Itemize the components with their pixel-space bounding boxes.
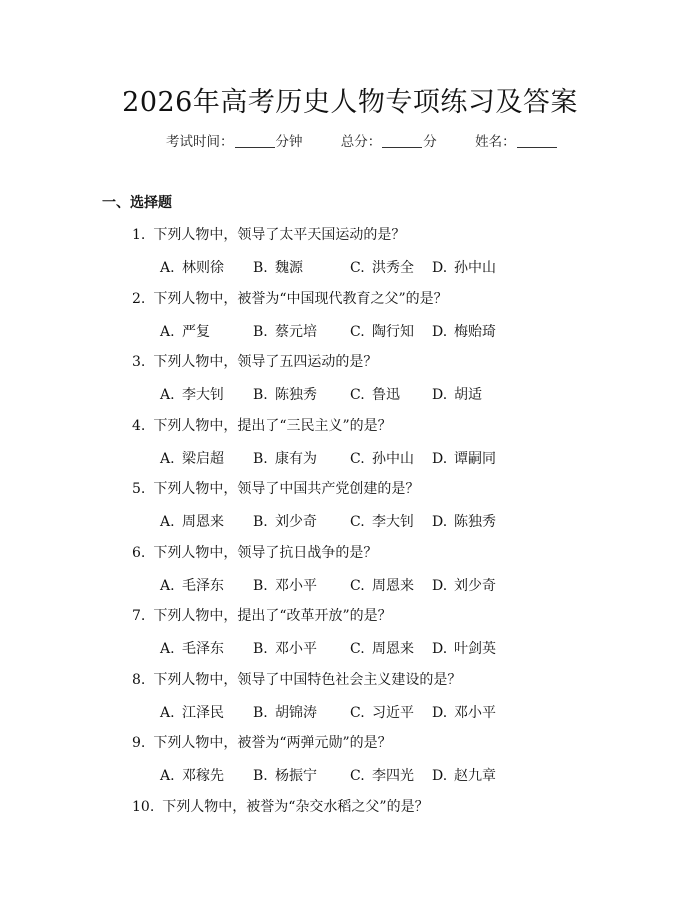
question-text: 下列人物中，被誉为“中国现代教育之父”的是？ bbox=[153, 290, 448, 307]
answer-option[interactable] bbox=[350, 638, 414, 658]
question-stem bbox=[132, 224, 405, 244]
option-text: 梅贻琦 bbox=[454, 323, 496, 340]
option-text: 林则徐 bbox=[182, 260, 224, 276]
answer-option[interactable] bbox=[432, 321, 496, 341]
option-text: 邓小平 bbox=[275, 577, 317, 594]
option-text: 周恩来 bbox=[372, 641, 414, 657]
exam-time-label: 考试时间： bbox=[166, 134, 234, 150]
option-text: 李大钊 bbox=[372, 514, 414, 530]
student-name-label: 姓名： bbox=[475, 134, 516, 150]
question-number: 7. bbox=[132, 608, 146, 624]
option-letter: A. bbox=[160, 577, 175, 594]
option-letter: C. bbox=[350, 704, 365, 721]
option-text: 魏源 bbox=[275, 260, 303, 276]
option-letter: C. bbox=[350, 260, 365, 276]
option-letter: B. bbox=[253, 260, 268, 276]
option-letter: B. bbox=[253, 514, 268, 530]
option-text: 蔡元培 bbox=[275, 323, 317, 340]
question-stem bbox=[132, 415, 392, 435]
option-text: 周恩来 bbox=[372, 577, 414, 594]
option-text: 毛泽东 bbox=[182, 577, 224, 594]
answer-option[interactable] bbox=[253, 765, 317, 785]
question-stem bbox=[132, 732, 392, 752]
option-letter: A. bbox=[160, 450, 175, 467]
answer-option[interactable] bbox=[253, 702, 317, 722]
option-letter: A. bbox=[160, 514, 175, 530]
exam-info-line bbox=[166, 130, 558, 150]
question-text: 下列人物中，领导了中国特色社会主义建设的是？ bbox=[153, 671, 462, 688]
option-letter: B. bbox=[253, 323, 268, 340]
option-letter: D. bbox=[432, 641, 448, 657]
section-heading: 一、选择题 bbox=[102, 195, 172, 211]
question-number: 1. bbox=[132, 227, 146, 243]
answer-option[interactable] bbox=[160, 638, 224, 658]
answer-option[interactable] bbox=[350, 321, 414, 341]
answer-option[interactable] bbox=[160, 257, 224, 277]
option-text: 叶剑英 bbox=[454, 641, 496, 657]
question-stem bbox=[132, 669, 461, 689]
option-letter: C. bbox=[350, 641, 365, 657]
option-letter: C. bbox=[350, 514, 365, 530]
option-text: 邓小平 bbox=[454, 704, 496, 721]
option-letter: A. bbox=[160, 323, 175, 340]
question-number: 3. bbox=[132, 354, 146, 370]
answer-option[interactable] bbox=[350, 575, 414, 595]
question-stem bbox=[132, 542, 377, 562]
answer-option[interactable] bbox=[160, 575, 224, 595]
question-number: 4. bbox=[132, 417, 146, 434]
question-number: 6. bbox=[132, 544, 146, 561]
answer-option[interactable] bbox=[432, 448, 496, 468]
option-letter: B. bbox=[253, 577, 268, 594]
option-text: 孙中山 bbox=[372, 450, 414, 467]
option-letter: C. bbox=[350, 323, 365, 340]
answer-option[interactable] bbox=[350, 765, 414, 785]
option-text: 陈独秀 bbox=[454, 514, 496, 530]
total-score-blank bbox=[382, 135, 422, 148]
option-letter: C. bbox=[350, 450, 365, 467]
option-letter: B. bbox=[253, 768, 268, 784]
question-stem bbox=[132, 605, 392, 625]
option-letter: A. bbox=[160, 260, 175, 276]
student-name-field bbox=[475, 130, 558, 150]
answer-option[interactable] bbox=[432, 257, 496, 277]
option-letter: C. bbox=[350, 387, 365, 403]
option-text: 洪秀全 bbox=[372, 260, 414, 276]
option-letter: B. bbox=[253, 704, 268, 721]
answer-option[interactable] bbox=[253, 321, 317, 341]
answer-option[interactable] bbox=[253, 448, 317, 468]
exam-time-blank bbox=[235, 135, 275, 148]
option-letter: D. bbox=[432, 323, 448, 340]
answer-option[interactable] bbox=[253, 638, 317, 658]
option-text: 陈独秀 bbox=[275, 387, 317, 403]
answer-option[interactable] bbox=[160, 384, 224, 404]
answer-option[interactable] bbox=[350, 702, 414, 722]
option-letter: A. bbox=[160, 704, 175, 721]
option-text: 刘少奇 bbox=[275, 514, 317, 530]
option-letter: D. bbox=[432, 577, 448, 594]
question-stem bbox=[132, 351, 377, 371]
exam-time-unit: 分钟 bbox=[275, 134, 303, 150]
answer-option[interactable] bbox=[432, 384, 482, 404]
option-letter: A. bbox=[160, 768, 175, 784]
option-text: 胡锦涛 bbox=[275, 704, 317, 721]
total-score-unit: 分 bbox=[423, 134, 437, 150]
question-text: 下列人物中，提出了“三民主义”的是？ bbox=[153, 417, 392, 434]
option-letter: D. bbox=[432, 450, 448, 467]
question-text: 下列人物中，领导了抗日战争的是？ bbox=[153, 544, 378, 561]
option-letter: B. bbox=[253, 641, 268, 657]
page-title: 2026年高考历史人物专项练习及答案 bbox=[122, 87, 578, 118]
option-text: 孙中山 bbox=[454, 260, 496, 276]
total-score-field bbox=[341, 130, 437, 150]
question-stem bbox=[132, 478, 419, 498]
option-text: 陶行知 bbox=[372, 323, 414, 340]
option-text: 谭嗣同 bbox=[454, 450, 496, 467]
answer-option[interactable] bbox=[432, 638, 496, 658]
question-number: 5. bbox=[132, 481, 146, 497]
option-text: 鲁迅 bbox=[372, 387, 400, 403]
answer-option[interactable] bbox=[350, 384, 400, 404]
option-letter: D. bbox=[432, 704, 448, 721]
question-number: 8. bbox=[132, 671, 146, 688]
answer-option[interactable] bbox=[160, 321, 210, 341]
answer-option[interactable] bbox=[432, 575, 496, 595]
answer-option[interactable] bbox=[432, 511, 496, 531]
answer-option[interactable] bbox=[160, 511, 224, 531]
answer-option[interactable] bbox=[253, 384, 317, 404]
question-stem bbox=[132, 796, 429, 816]
question-stem bbox=[132, 288, 448, 308]
option-letter: C. bbox=[350, 577, 365, 594]
option-letter: A. bbox=[160, 387, 175, 403]
option-letter: B. bbox=[253, 450, 268, 467]
option-letter: C. bbox=[350, 768, 365, 784]
option-text: 严复 bbox=[182, 323, 210, 340]
answer-option[interactable] bbox=[253, 511, 317, 531]
answer-option[interactable] bbox=[350, 511, 414, 531]
option-text: 邓小平 bbox=[275, 641, 317, 657]
answer-option[interactable] bbox=[160, 702, 224, 722]
option-text: 梁启超 bbox=[182, 450, 224, 467]
option-text: 习近平 bbox=[372, 704, 414, 721]
question-text: 下列人物中，领导了中国共产党创建的是？ bbox=[153, 481, 420, 497]
option-letter: D. bbox=[432, 768, 448, 784]
question-number: 2. bbox=[132, 290, 146, 307]
question-number: 9. bbox=[132, 735, 146, 751]
question-text: 下列人物中，被誉为“杂交水稻之父”的是？ bbox=[162, 798, 429, 815]
answer-option[interactable] bbox=[253, 575, 317, 595]
question-number: 10. bbox=[132, 798, 155, 815]
option-letter: D. bbox=[432, 514, 448, 530]
option-text: 李大钊 bbox=[182, 387, 224, 403]
option-text: 邓稼先 bbox=[182, 768, 224, 784]
option-letter: A. bbox=[160, 641, 175, 657]
option-letter: B. bbox=[253, 387, 268, 403]
option-text: 杨振宁 bbox=[275, 768, 317, 784]
question-text: 下列人物中，领导了五四运动的是？ bbox=[153, 354, 378, 370]
answer-option[interactable] bbox=[432, 702, 496, 722]
option-text: 康有为 bbox=[275, 450, 317, 467]
option-letter: D. bbox=[432, 260, 448, 276]
answer-option[interactable] bbox=[432, 765, 496, 785]
answer-option[interactable] bbox=[160, 448, 224, 468]
question-text: 下列人物中，领导了太平天国运动的是？ bbox=[153, 227, 406, 243]
option-text: 李四光 bbox=[372, 768, 414, 784]
student-name-blank bbox=[517, 135, 557, 148]
answer-option[interactable] bbox=[160, 765, 224, 785]
option-text: 周恩来 bbox=[182, 514, 224, 530]
option-text: 江泽民 bbox=[182, 704, 224, 721]
exam-time-field bbox=[166, 130, 303, 150]
question-text: 下列人物中，被誉为“两弹元勋”的是？ bbox=[153, 735, 392, 751]
option-letter: D. bbox=[432, 387, 448, 403]
option-text: 赵九章 bbox=[454, 768, 496, 784]
answer-option[interactable] bbox=[253, 257, 303, 277]
answer-option[interactable] bbox=[350, 257, 414, 277]
question-text: 下列人物中，提出了“改革开放”的是？ bbox=[153, 608, 392, 624]
option-text: 毛泽东 bbox=[182, 641, 224, 657]
total-score-label: 总分： bbox=[340, 134, 382, 150]
option-text: 胡适 bbox=[454, 387, 482, 403]
answer-option[interactable] bbox=[350, 448, 414, 468]
option-text: 刘少奇 bbox=[454, 577, 496, 594]
